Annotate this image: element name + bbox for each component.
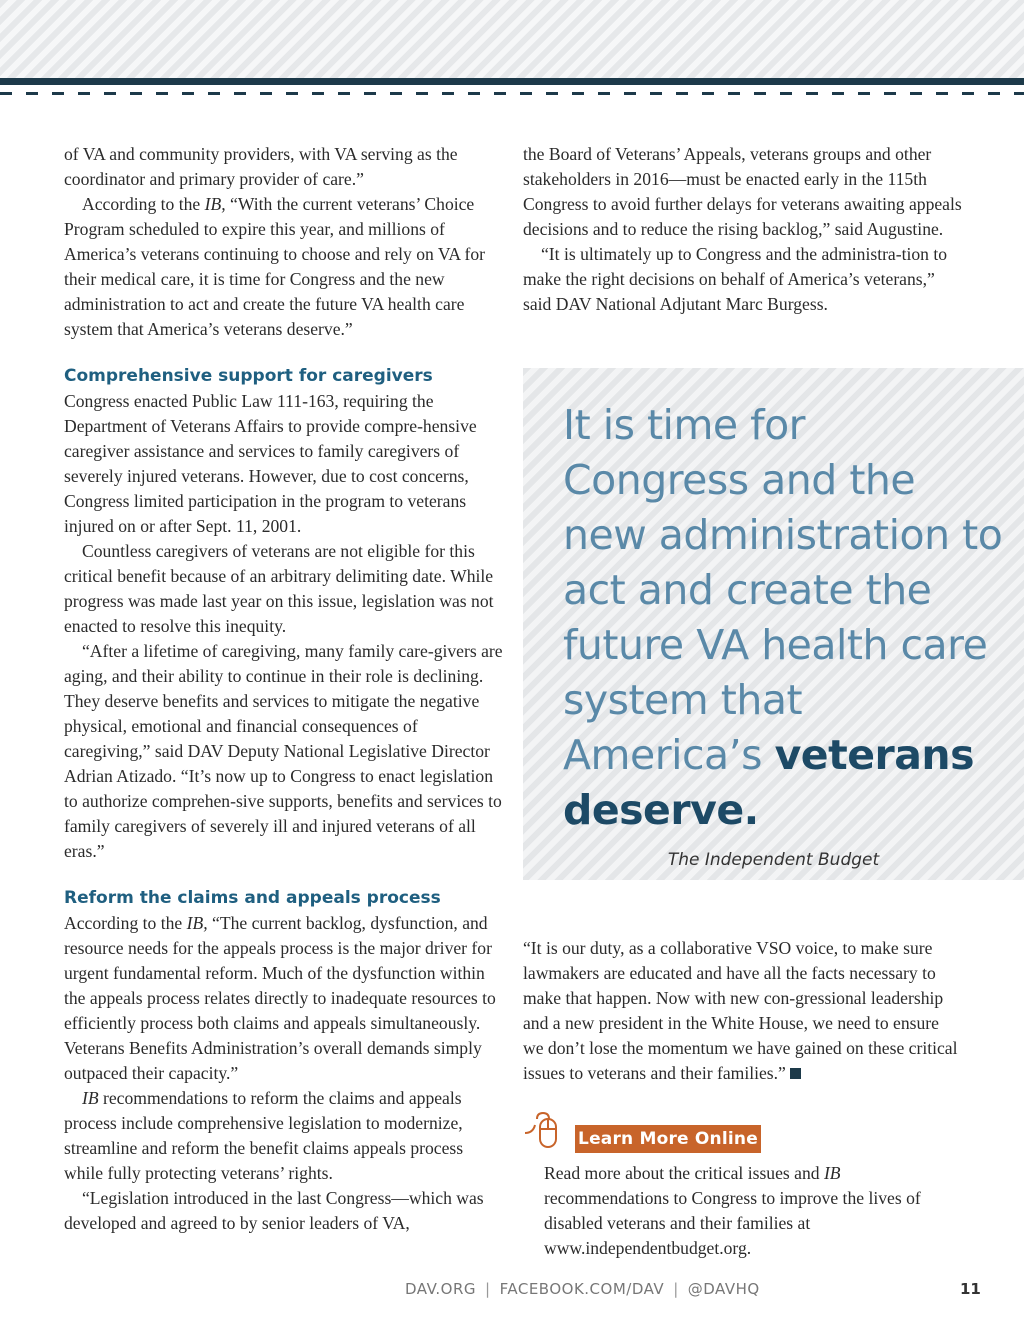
left-column: [64, 142, 504, 1236]
page-number: 11: [960, 1280, 981, 1298]
end-mark-icon: [790, 1068, 801, 1079]
paragraph: “It is ultimately up to Congress and the administra-tion to make the right decisions on behalf of America’s veterans,” said DAV National Adjutant Marc Burgess.: [523, 244, 948, 314]
paragraph: of VA and community providers, with VA serving as the coordinator and primary provider of care.”: [64, 144, 458, 189]
pull-quote-source: The Independent Budget: [667, 850, 880, 870]
text-run: Read more about the critical issues and: [544, 1163, 824, 1183]
paragraph: [523, 936, 963, 1086]
header-rule: [0, 78, 1024, 85]
text-run: “It is our duty, as a collaborative VSO voice, to make sure lawmakers are educated and have all the facts necessary to make that happen. Now with new con-gressional leadership and a new president in the White House, we need to ensure we don’t lose the momentum we have gained on these critical issues to veterans and their families.”: [523, 938, 958, 1083]
learn-more-label: Learn More Online: [575, 1125, 761, 1153]
footer-link-facebook[interactable]: FACEBOOK.COM/DAV: [499, 1280, 665, 1298]
italic-run: IB: [823, 1163, 841, 1183]
text-run: According to the: [82, 194, 205, 214]
footer-links: [405, 1280, 760, 1298]
learn-more-banner: [523, 1111, 963, 1159]
paragraph: [64, 192, 504, 342]
mouse-icon: [523, 1111, 569, 1157]
text-run: recommendations to reform the claims and appeals process include comprehensive legislation to modernize, streamline and reform the benefit claims appeals process while fully protecting veterans’ rights.: [64, 1088, 464, 1183]
italic-run: IB: [82, 1088, 99, 1108]
footer-link-twitter[interactable]: @DAVHQ: [687, 1280, 760, 1298]
paragraph: “After a lifetime of caregiving, many family care-givers are aging, and their ability to continue in their role is declining. They deserve benefits and services to mitigate the negative physical, emotional and financial consequences of caregiving,” said DAV Deputy National Legislative Director Adrian Atizado. “It’s now up to Congress to enact legislation to authorize comprehen-sive supports, benefits and services to family caregivers of severely ill and injured veterans of all eras.”: [64, 641, 503, 861]
pull-quote-text: It is time for Congress and the new administration to act and create the future VA health care system that America’s: [563, 401, 1003, 779]
pull-quote: [563, 398, 1003, 838]
text-run: “The current backlog, dysfunction, and resource needs for the appeals process is the major driver for urgent fundamental reform. Much of the dysfunction within the appeals process relates directly to inadequate resources to efficiently process both claims and appeals simultaneously. Veterans Benefits Administration’s overall demands simply outpaced their capacity.”: [64, 913, 496, 1083]
pull-quote-box: [523, 368, 1024, 880]
paragraph: “Legislation introduced in the last Congress—which was developed and agreed to by senior leaders of VA,: [64, 1188, 484, 1233]
section-heading: Comprehensive support for caregivers: [64, 366, 433, 386]
footer-link-website[interactable]: DAV.ORG: [405, 1280, 477, 1298]
header-pattern-band: [0, 0, 1024, 78]
paragraph: the Board of Veterans’ Appeals, veterans groups and other stakeholders in 2016—must be enacted early in the 115th Congress to avoid further delays for veterans awaiting appeals decisions and to reduce the rising backlog,” said Augustine.: [523, 144, 962, 239]
pull-quote-emphasis: veterans deserve.: [563, 731, 974, 834]
footer-separator: |: [673, 1280, 679, 1298]
text-run: According to the: [64, 913, 187, 933]
paragraph: Congress enacted Public Law 111-163, requiring the Department of Veterans Affairs to provide compre-hensive caregiver assistance and services to family caregivers of severely injured veterans. However, due to cost concerns, Congress limited participation in the program to veterans injured on or after Sept. 11, 2001.: [64, 391, 477, 536]
page-footer: [0, 1280, 1024, 1304]
header-dashed-rule: [0, 92, 1024, 95]
text-run: recommendations to Congress to improve the lives of disabled veterans and their families at www.independentbudget.org.: [544, 1188, 921, 1258]
paragraph: [64, 911, 504, 1086]
text-run: “With the current veterans’ Choice Program scheduled to expire this year, and millions of America’s veterans continuing to choose and rely on VA for their medical care, it is time for Congress and the new administration to act and create the future VA health care system that America’s veterans deserve.”: [64, 194, 486, 339]
right-column-top: [523, 142, 963, 317]
learn-more-text: [544, 1161, 944, 1261]
italic-run: IB,: [186, 913, 208, 933]
paragraph: [64, 1086, 504, 1186]
paragraph: [544, 1161, 944, 1261]
paragraph: Countless caregivers of veterans are not eligible for this critical benefit because of an arbitrary delimiting date. While progress was made last year on this issue, legislation was not enacted to resolve this inequity.: [64, 541, 494, 636]
section-heading: Reform the claims and appeals process: [64, 888, 441, 908]
footer-separator: |: [485, 1280, 491, 1298]
italic-run: IB,: [204, 194, 226, 214]
right-column-bottom: [523, 936, 963, 1086]
